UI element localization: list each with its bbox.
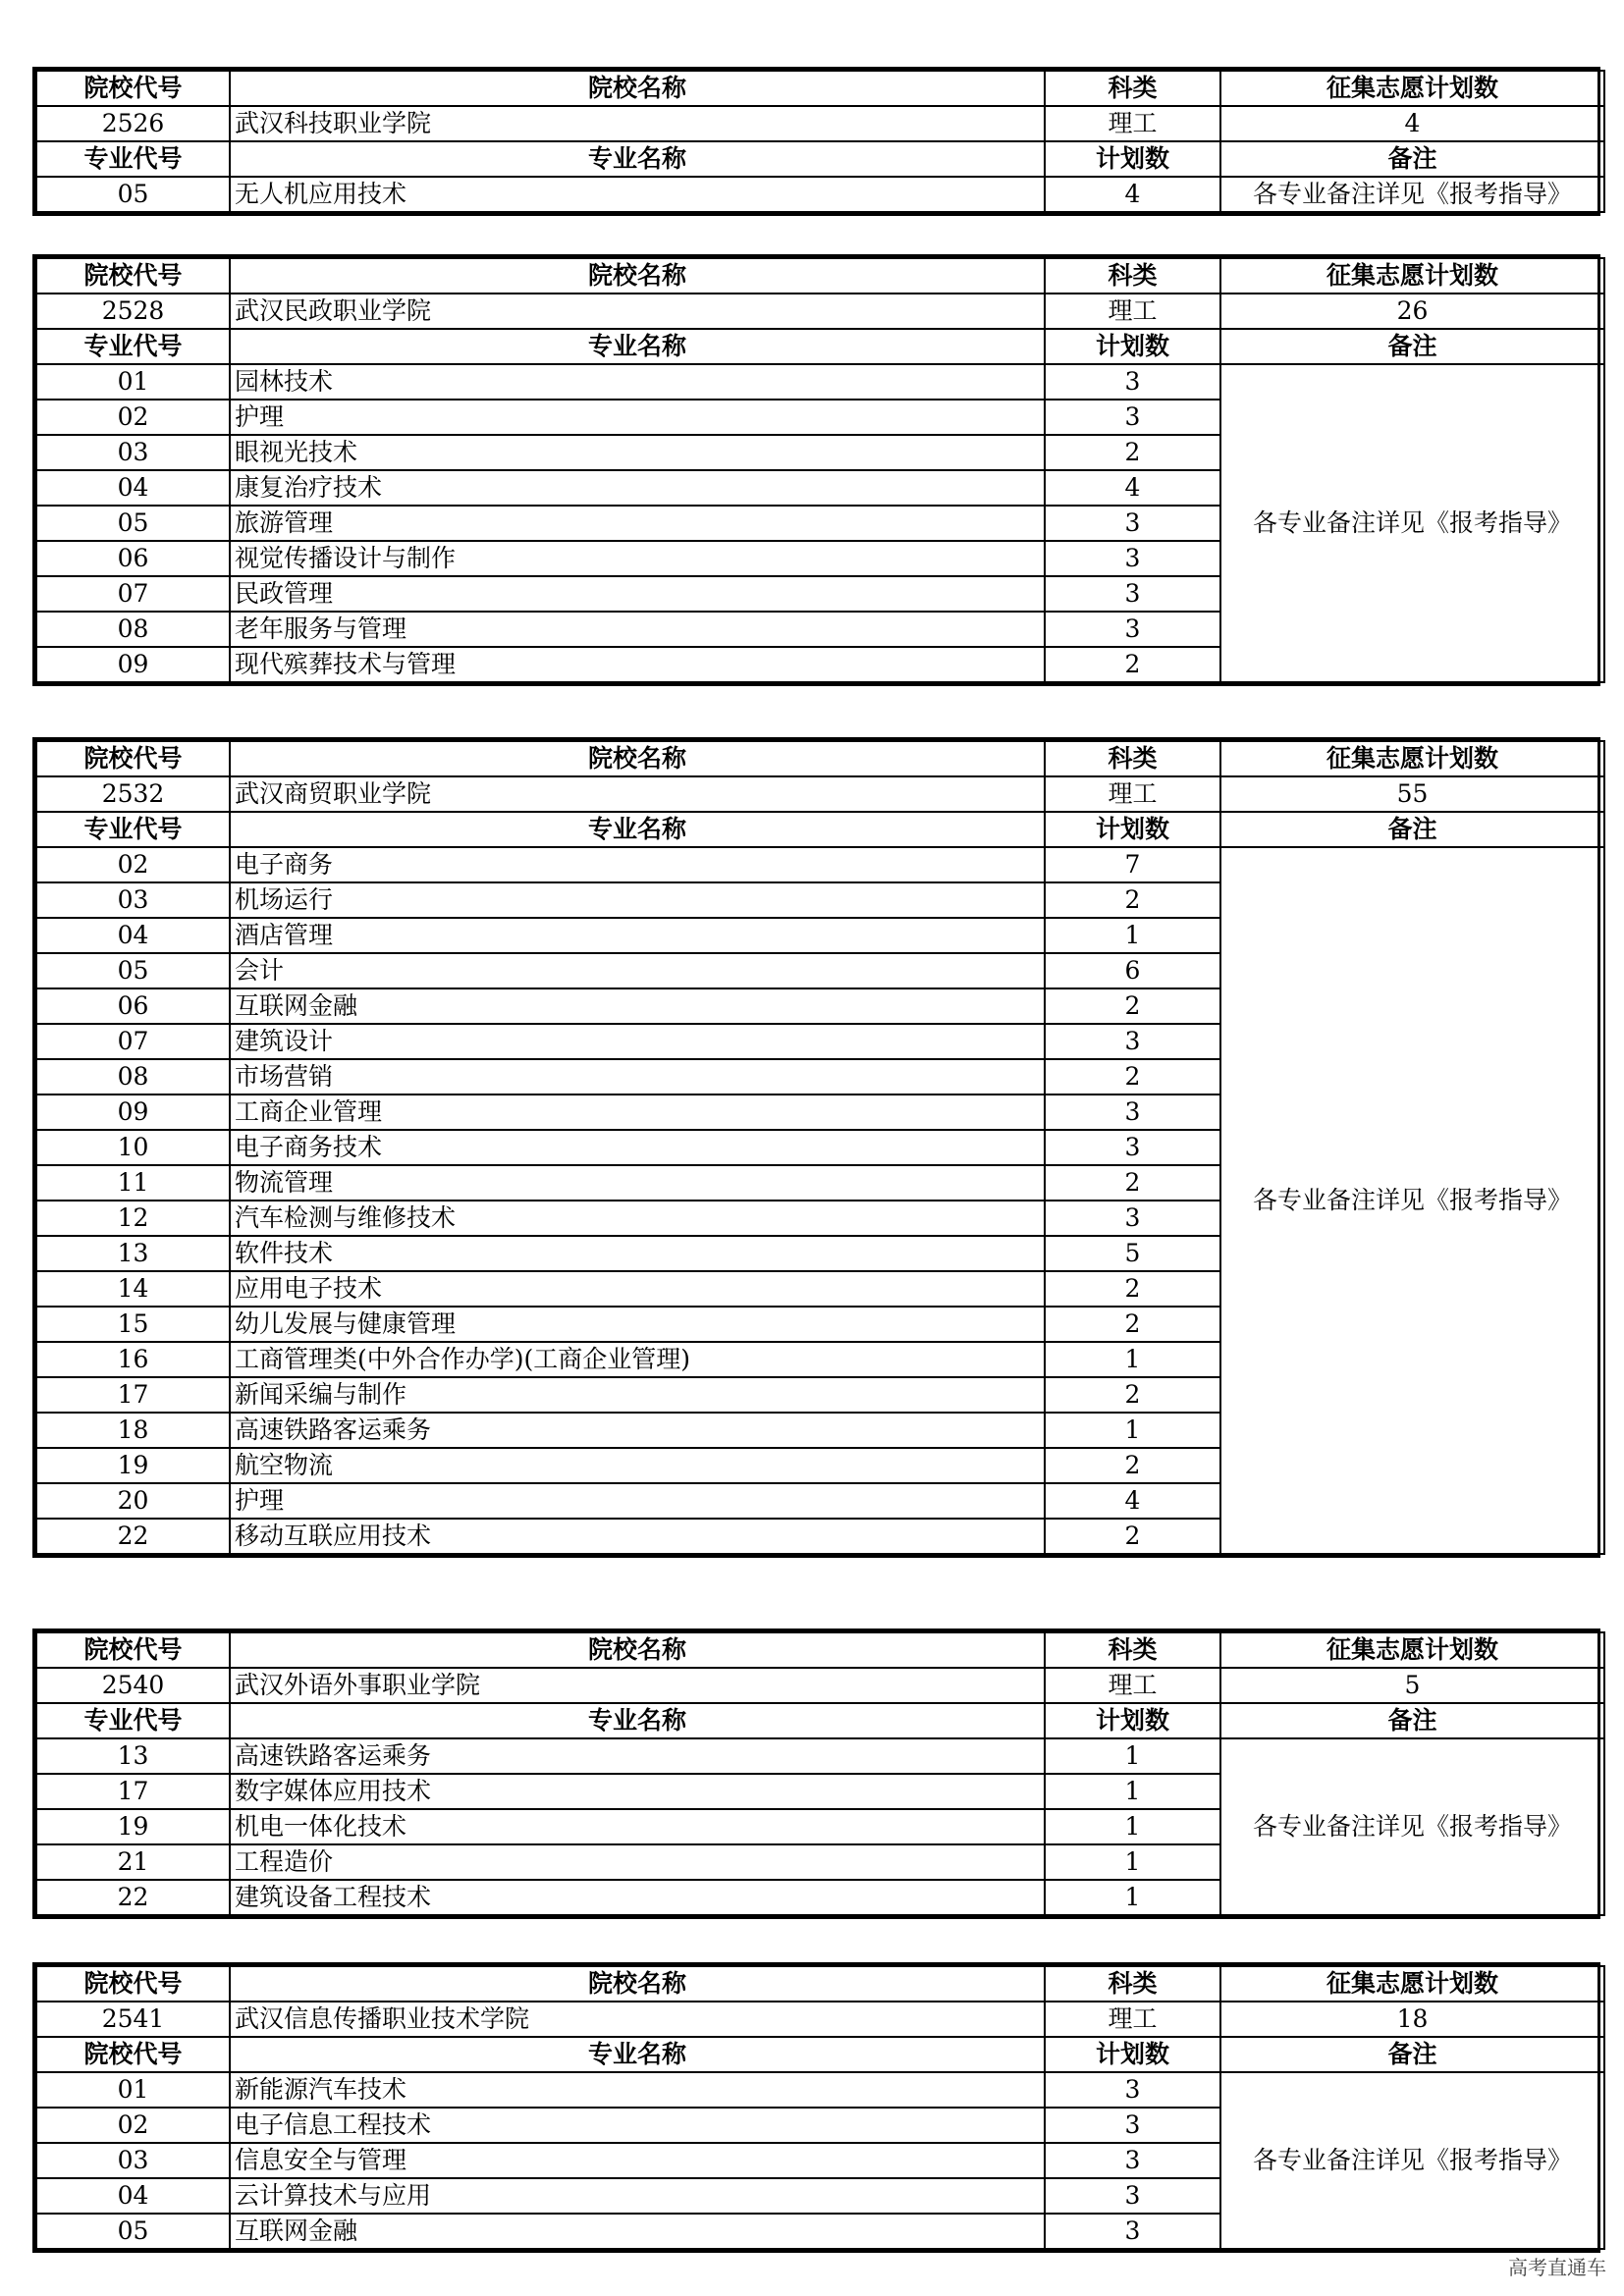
school-code-header: 院校代号 [36, 258, 230, 294]
major-code: 03 [36, 882, 230, 918]
major-code: 16 [36, 1342, 230, 1377]
major-name: 无人机应用技术 [230, 177, 1045, 212]
major-name: 护理 [230, 1483, 1045, 1519]
major-name-header: 专业名称 [230, 1703, 1045, 1738]
major-code: 20 [36, 1483, 230, 1519]
table-row [36, 2072, 1604, 2108]
plan-total-header: 征集志愿计划数 [1220, 258, 1604, 294]
major-code: 17 [36, 1377, 230, 1413]
major-plan-count: 1 [1045, 1774, 1220, 1809]
major-code: 05 [36, 506, 230, 541]
major-plan-count: 5 [1045, 1236, 1220, 1271]
major-code-header: 专业代号 [36, 812, 230, 847]
school-code: 2540 [36, 1668, 230, 1703]
major-name: 电子商务技术 [230, 1130, 1045, 1165]
major-plan-count: 1 [1045, 1844, 1220, 1880]
major-header-row [36, 329, 1604, 364]
major-code: 08 [36, 1059, 230, 1095]
school-code: 2541 [36, 2002, 230, 2037]
major-code: 04 [36, 2178, 230, 2214]
major-plan-count: 2 [1045, 1271, 1220, 1307]
major-plan-count: 2 [1045, 647, 1220, 682]
major-name: 互联网金融 [230, 988, 1045, 1024]
plan-total-header: 征集志愿计划数 [1220, 71, 1604, 106]
major-name: 工程造价 [230, 1844, 1045, 1880]
major-name: 机场运行 [230, 882, 1045, 918]
remark-cell: 各专业备注详见《报考指导》 [1220, 2072, 1604, 2249]
major-header-row [36, 141, 1604, 177]
major-code: 04 [36, 918, 230, 953]
major-code: 04 [36, 470, 230, 506]
major-plan-count: 7 [1045, 847, 1220, 882]
major-plan-count: 3 [1045, 400, 1220, 435]
category-header: 科类 [1045, 1632, 1220, 1668]
major-plan-count: 3 [1045, 2214, 1220, 2249]
major-name: 会计 [230, 953, 1045, 988]
major-name: 新能源汽车技术 [230, 2072, 1045, 2108]
major-name: 建筑设计 [230, 1024, 1045, 1059]
major-plan-count: 2 [1045, 1448, 1220, 1483]
major-plan-count: 3 [1045, 2178, 1220, 2214]
major-plan-count: 1 [1045, 1413, 1220, 1448]
school-block [32, 1629, 1600, 1919]
remark-header: 备注 [1220, 329, 1604, 364]
major-code: 01 [36, 2072, 230, 2108]
major-plan-count: 3 [1045, 1130, 1220, 1165]
major-name: 老年服务与管理 [230, 612, 1045, 647]
major-name: 建筑设备工程技术 [230, 1880, 1045, 1915]
major-plan-count: 3 [1045, 2072, 1220, 2108]
major-plan-count: 3 [1045, 2108, 1220, 2143]
major-plan-count: 2 [1045, 1059, 1220, 1095]
school-code-header: 院校代号 [36, 71, 230, 106]
school-row [36, 2002, 1604, 2037]
plan-total-header: 征集志愿计划数 [1220, 741, 1604, 776]
major-name: 应用电子技术 [230, 1271, 1045, 1307]
school-plan-total: 55 [1220, 776, 1604, 812]
school-name-header: 院校名称 [230, 1632, 1045, 1668]
major-code: 03 [36, 2143, 230, 2178]
category-header: 科类 [1045, 1966, 1220, 2002]
plan-count-header: 计划数 [1045, 812, 1220, 847]
school-header-row [36, 71, 1604, 106]
school-name-header: 院校名称 [230, 1966, 1045, 2002]
school-name: 武汉科技职业学院 [230, 106, 1045, 141]
school-block [32, 737, 1600, 1558]
major-code: 01 [36, 364, 230, 400]
admission-plan-table [35, 70, 1605, 213]
school-header-row [36, 258, 1604, 294]
major-code: 06 [36, 988, 230, 1024]
admission-plan-table [35, 740, 1605, 1555]
major-plan-count: 3 [1045, 364, 1220, 400]
school-plan-total: 5 [1220, 1668, 1604, 1703]
major-name: 康复治疗技术 [230, 470, 1045, 506]
school-category: 理工 [1045, 776, 1220, 812]
school-plan-total: 4 [1220, 106, 1604, 141]
major-plan-count: 3 [1045, 612, 1220, 647]
major-name: 市场营销 [230, 1059, 1045, 1095]
school-category: 理工 [1045, 1668, 1220, 1703]
major-code: 05 [36, 953, 230, 988]
plan-total-header: 征集志愿计划数 [1220, 1966, 1604, 2002]
plan-count-header: 计划数 [1045, 329, 1220, 364]
major-code: 18 [36, 1413, 230, 1448]
major-code: 05 [36, 2214, 230, 2249]
major-code: 12 [36, 1201, 230, 1236]
major-name: 移动互联应用技术 [230, 1519, 1045, 1554]
major-code: 02 [36, 847, 230, 882]
school-name: 武汉外语外事职业学院 [230, 1668, 1045, 1703]
category-header: 科类 [1045, 258, 1220, 294]
plan-count-header: 计划数 [1045, 2037, 1220, 2072]
major-header-row [36, 2037, 1604, 2072]
major-plan-count: 1 [1045, 918, 1220, 953]
major-code: 22 [36, 1880, 230, 1915]
category-header: 科类 [1045, 741, 1220, 776]
major-code: 19 [36, 1809, 230, 1844]
table-row [36, 364, 1604, 400]
major-name: 护理 [230, 400, 1045, 435]
major-code: 17 [36, 1774, 230, 1809]
remark-cell: 各专业备注详见《报考指导》 [1220, 847, 1604, 1554]
major-name: 机电一体化技术 [230, 1809, 1045, 1844]
school-name-header: 院校名称 [230, 71, 1045, 106]
school-row [36, 106, 1604, 141]
major-name: 酒店管理 [230, 918, 1045, 953]
school-code-header: 院校代号 [36, 741, 230, 776]
school-row [36, 1668, 1604, 1703]
major-name: 高速铁路客运乘务 [230, 1738, 1045, 1774]
major-name: 现代殡葬技术与管理 [230, 647, 1045, 682]
school-header-row [36, 1632, 1604, 1668]
major-name: 汽车检测与维修技术 [230, 1201, 1045, 1236]
major-plan-count: 3 [1045, 541, 1220, 576]
admission-plan-table [35, 1631, 1605, 1916]
school-block [32, 1962, 1600, 2253]
admission-plan-table [35, 257, 1605, 683]
major-name: 信息安全与管理 [230, 2143, 1045, 2178]
major-name: 旅游管理 [230, 506, 1045, 541]
major-header-row [36, 812, 1604, 847]
major-plan-count: 3 [1045, 1095, 1220, 1130]
school-code: 2532 [36, 776, 230, 812]
school-name: 武汉信息传播职业技术学院 [230, 2002, 1045, 2037]
plan-count-header: 计划数 [1045, 141, 1220, 177]
school-header-row [36, 741, 1604, 776]
school-code: 2528 [36, 294, 230, 329]
major-code: 19 [36, 1448, 230, 1483]
major-name: 云计算技术与应用 [230, 2178, 1045, 2214]
major-name: 航空物流 [230, 1448, 1045, 1483]
major-name: 电子信息工程技术 [230, 2108, 1045, 2143]
school-code-header: 院校代号 [36, 1632, 230, 1668]
major-code-header: 专业代号 [36, 329, 230, 364]
school-name-header: 院校名称 [230, 741, 1045, 776]
major-plan-count: 3 [1045, 576, 1220, 612]
major-name: 新闻采编与制作 [230, 1377, 1045, 1413]
school-plan-total: 18 [1220, 2002, 1604, 2037]
plan-total-header: 征集志愿计划数 [1220, 1632, 1604, 1668]
major-code: 10 [36, 1130, 230, 1165]
major-plan-count: 4 [1045, 470, 1220, 506]
school-header-row [36, 1966, 1604, 2002]
table-row [36, 177, 1604, 212]
table-row [36, 847, 1604, 882]
major-name: 民政管理 [230, 576, 1045, 612]
major-plan-count: 2 [1045, 1519, 1220, 1554]
major-code: 03 [36, 435, 230, 470]
remark-header: 备注 [1220, 141, 1604, 177]
major-plan-count: 4 [1045, 177, 1220, 212]
school-category: 理工 [1045, 294, 1220, 329]
major-plan-count: 3 [1045, 1201, 1220, 1236]
school-name: 武汉商贸职业学院 [230, 776, 1045, 812]
major-code-header: 专业代号 [36, 141, 230, 177]
major-plan-count: 2 [1045, 435, 1220, 470]
major-plan-count: 1 [1045, 1880, 1220, 1915]
major-name: 数字媒体应用技术 [230, 1774, 1045, 1809]
major-code: 15 [36, 1307, 230, 1342]
major-name: 眼视光技术 [230, 435, 1045, 470]
major-plan-count: 1 [1045, 1342, 1220, 1377]
major-plan-count: 4 [1045, 1483, 1220, 1519]
major-plan-count: 2 [1045, 1307, 1220, 1342]
table-row [36, 1738, 1604, 1774]
plan-count-header: 计划数 [1045, 1703, 1220, 1738]
major-code-header: 专业代号 [36, 1703, 230, 1738]
major-code: 02 [36, 400, 230, 435]
school-name: 武汉民政职业学院 [230, 294, 1045, 329]
remark-cell: 各专业备注详见《报考指导》 [1220, 364, 1604, 682]
school-row [36, 294, 1604, 329]
school-category: 理工 [1045, 106, 1220, 141]
major-code: 08 [36, 612, 230, 647]
major-plan-count: 2 [1045, 1165, 1220, 1201]
major-plan-count: 3 [1045, 2143, 1220, 2178]
major-code: 02 [36, 2108, 230, 2143]
major-code-header: 院校代号 [36, 2037, 230, 2072]
major-name: 高速铁路客运乘务 [230, 1413, 1045, 1448]
major-plan-count: 1 [1045, 1738, 1220, 1774]
category-header: 科类 [1045, 71, 1220, 106]
major-code: 09 [36, 647, 230, 682]
major-plan-count: 1 [1045, 1809, 1220, 1844]
remark-cell: 各专业备注详见《报考指导》 [1220, 177, 1604, 212]
remark-header: 备注 [1220, 2037, 1604, 2072]
major-code: 07 [36, 576, 230, 612]
major-code: 09 [36, 1095, 230, 1130]
major-code: 06 [36, 541, 230, 576]
major-plan-count: 2 [1045, 882, 1220, 918]
school-plan-total: 26 [1220, 294, 1604, 329]
major-name-header: 专业名称 [230, 141, 1045, 177]
watermark-text: 高考直通车 [1508, 2256, 1606, 2279]
remark-cell: 各专业备注详见《报考指导》 [1220, 1738, 1604, 1915]
major-name: 视觉传播设计与制作 [230, 541, 1045, 576]
admission-plan-table [35, 1965, 1605, 2250]
school-code: 2526 [36, 106, 230, 141]
major-name: 物流管理 [230, 1165, 1045, 1201]
school-category: 理工 [1045, 2002, 1220, 2037]
major-name-header: 专业名称 [230, 2037, 1045, 2072]
major-plan-count: 2 [1045, 1377, 1220, 1413]
major-code: 13 [36, 1236, 230, 1271]
school-row [36, 776, 1604, 812]
major-code: 13 [36, 1738, 230, 1774]
remark-header: 备注 [1220, 1703, 1604, 1738]
major-plan-count: 6 [1045, 953, 1220, 988]
major-name: 软件技术 [230, 1236, 1045, 1271]
major-plan-count: 3 [1045, 506, 1220, 541]
major-name-header: 专业名称 [230, 329, 1045, 364]
major-plan-count: 3 [1045, 1024, 1220, 1059]
school-code-header: 院校代号 [36, 1966, 230, 2002]
major-code: 07 [36, 1024, 230, 1059]
major-name: 工商企业管理 [230, 1095, 1045, 1130]
major-name-header: 专业名称 [230, 812, 1045, 847]
major-name: 园林技术 [230, 364, 1045, 400]
major-name: 幼儿发展与健康管理 [230, 1307, 1045, 1342]
school-block [32, 67, 1600, 216]
major-name: 电子商务 [230, 847, 1045, 882]
school-block [32, 254, 1600, 686]
major-code: 05 [36, 177, 230, 212]
major-code: 11 [36, 1165, 230, 1201]
major-plan-count: 2 [1045, 988, 1220, 1024]
remark-header: 备注 [1220, 812, 1604, 847]
major-code: 21 [36, 1844, 230, 1880]
school-name-header: 院校名称 [230, 258, 1045, 294]
major-name: 工商管理类(中外合作办学)(工商企业管理) [230, 1342, 1045, 1377]
major-name: 互联网金融 [230, 2214, 1045, 2249]
major-header-row [36, 1703, 1604, 1738]
major-code: 22 [36, 1519, 230, 1554]
major-code: 14 [36, 1271, 230, 1307]
